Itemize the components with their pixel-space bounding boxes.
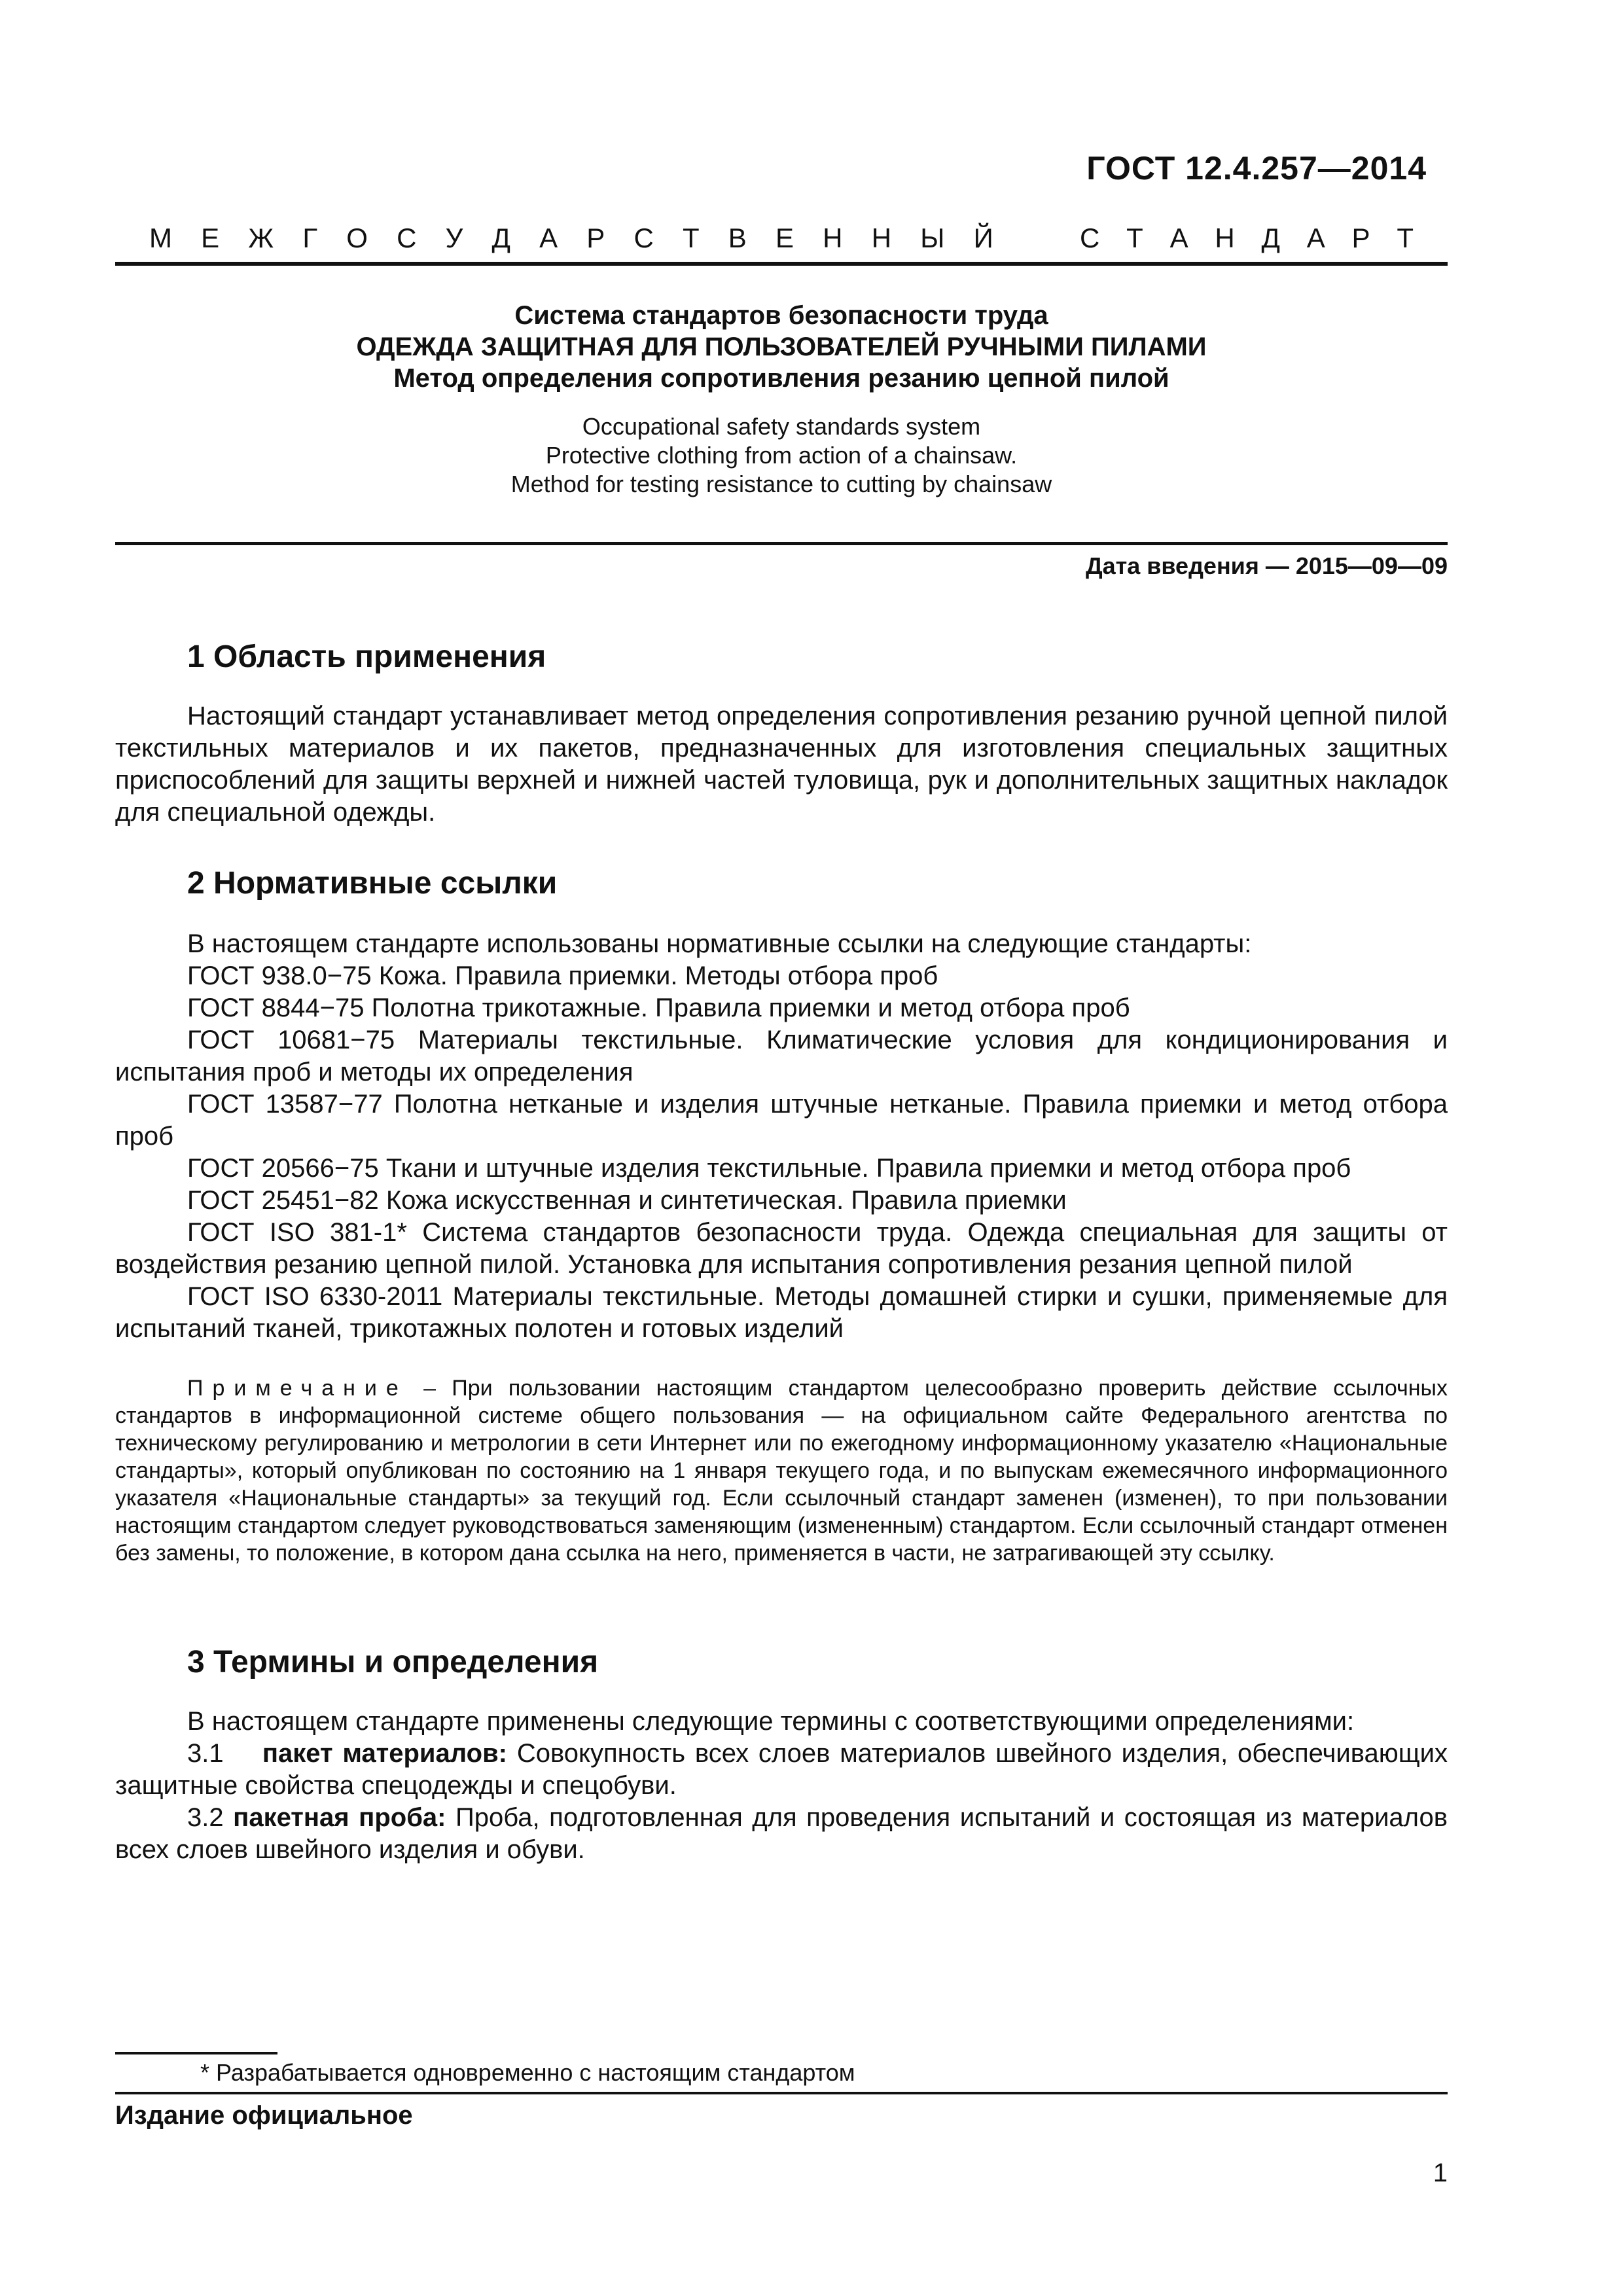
section-heading: 2 Нормативные ссылки xyxy=(187,866,558,901)
title-block xyxy=(115,300,1448,499)
section-heading: 1 Область применения xyxy=(187,639,546,674)
title-en-line2: Protective clothing from action of a chainsaw. xyxy=(545,442,1018,469)
footnote-text: * Разрабатывается одновременно с настоящим стандартом xyxy=(200,2059,855,2086)
page-number: 1 xyxy=(1433,2159,1448,2187)
note-block xyxy=(115,1374,1448,1567)
term-name: пакетная проба: xyxy=(233,1803,446,1832)
section-1-heading-wrap xyxy=(115,639,1448,675)
edition-label: Издание официальное xyxy=(115,2101,413,2130)
interstate-standard-banner xyxy=(115,223,1448,254)
section-2-heading-wrap xyxy=(115,865,1448,901)
title-ru-line2: ОДЕЖДА ЗАЩИТНАЯ ДЛЯ ПОЛЬЗОВАТЕЛЕЙ РУЧНЫМИ ПИЛАМИ xyxy=(356,332,1207,361)
term-name: пакет материалов: xyxy=(262,1739,507,1768)
paragraph: Настоящий стандарт устанавливает метод определения сопротивления резанию ручной цепной пилой текстильных материалов и их пакетов, предназначенных для изготовления специальных защитных приспособлений для защиты верхней и нижней частей туловища, рук и дополнительных защитных накладок для специальной одежды. xyxy=(115,702,1448,827)
title-en-line3: Method for testing resistance to cutting by chainsaw xyxy=(510,471,1052,497)
section-heading: 3 Термины и определения xyxy=(187,1645,599,1679)
term-number: 3.1 xyxy=(187,1739,224,1768)
reference-item: ГОСТ 10681−75 Материалы текстильные. Климатические условия для кондиционирования и испытания проб и методы их определения xyxy=(115,1026,1448,1086)
footnote-separator xyxy=(115,2052,277,2054)
section-3-heading-wrap xyxy=(115,1644,1448,1680)
footer-divider xyxy=(115,2092,1448,2094)
term-definition xyxy=(115,1738,1448,1802)
paragraph: В настоящем стандарте использованы нормативные ссылки на следующие стандарты: xyxy=(187,929,1252,958)
document-number: ГОСТ 12.4.257—2014 xyxy=(1086,150,1427,187)
term-number: 3.2 xyxy=(187,1803,224,1832)
title-en-line1: Occupational safety standards system xyxy=(582,413,981,440)
reference-item: ГОСТ 25451−82 Кожа искусственная и синтетическая. Правила приемки xyxy=(187,1186,1067,1215)
term-text: Проба, подготовленная для проведения испытаний и состоящая из материалов всех слоев швейного изделия и обуви. xyxy=(115,1803,1448,1864)
paragraph: В настоящем стандарте применены следующие термины с соответствующими определениями: xyxy=(187,1707,1355,1736)
reference-item: ГОСТ ISO 6330-2011 Материалы текстильные. Методы домашней стирки и сушки, применяемые для испытаний тканей, трикотажных полотен и готовых изделий xyxy=(115,1282,1448,1343)
note-label: Примечание xyxy=(187,1376,408,1401)
reference-item: ГОСТ ISO 381-1* Система стандартов безопасности труда. Одежда специальная для защиты от воздействия резанию цепной пилой. Установка для испытания сопротивления резания цепной пилой xyxy=(115,1218,1448,1279)
note-text: – При пользовании настоящим стандартом целесообразно проверить действие ссылочных стандартов в информационной системе общего пользования — на официальном сайте Федерального агентства по техническому регулированию и метрологии в сети Интернет или по ежегодному информационному указателю «Национальные стандарты», который опубликован по состоянию на 1 января текущего года, и по выпускам ежемесячного информационного указателя «Национальные стандарты» за текущий год. Если ссылочный стандарт заменен (изменен), то при пользовании настоящим стандартом следует руководствоваться заменяющим (измененным) стандартом. Если ссылочный стандарт отменен без замены, то положение, в котором дана ссылка на него, применяется в части, не затрагивающей эту ссылку. xyxy=(115,1376,1448,1566)
interstate-word: М Е Ж Г О С У Д А Р С Т В Е Н Н Ы Й xyxy=(149,223,993,253)
header-divider xyxy=(115,262,1448,266)
section-3-body xyxy=(115,1706,1448,1866)
standard-word: С Т А Н Д А Р Т xyxy=(1080,223,1414,253)
reference-item: ГОСТ 8844−75 Полотна трикотажные. Правила приемки и метод отбора проб xyxy=(187,994,1130,1022)
reference-item: ГОСТ 13587−77 Полотна нетканые и изделия штучные нетканые. Правила приемки и метод отбора проб xyxy=(115,1090,1448,1151)
title-divider xyxy=(115,542,1448,545)
section-2-body xyxy=(115,928,1448,1345)
term-text: Совокупность всех слоев материалов швейного изделия, обеспечивающих защитные свойства спецодежды и спецобуви. xyxy=(115,1739,1448,1800)
introduction-date: Дата введения — 2015—09—09 xyxy=(1085,552,1448,579)
title-ru-line3: Метод определения сопротивления резанию цепной пилой xyxy=(393,364,1169,393)
term-definition xyxy=(115,1802,1448,1866)
title-ru-line1: Система стандартов безопасности труда xyxy=(514,301,1048,330)
note-paragraph xyxy=(115,1374,1448,1567)
section-1-body xyxy=(115,700,1448,829)
title-en-block xyxy=(115,412,1448,499)
reference-item: ГОСТ 938.0−75 Кожа. Правила приемки. Методы отбора проб xyxy=(187,961,938,990)
footnote xyxy=(115,2059,855,2087)
reference-item: ГОСТ 20566−75 Ткани и штучные изделия текстильные. Правила приемки и метод отбора проб xyxy=(187,1154,1351,1183)
